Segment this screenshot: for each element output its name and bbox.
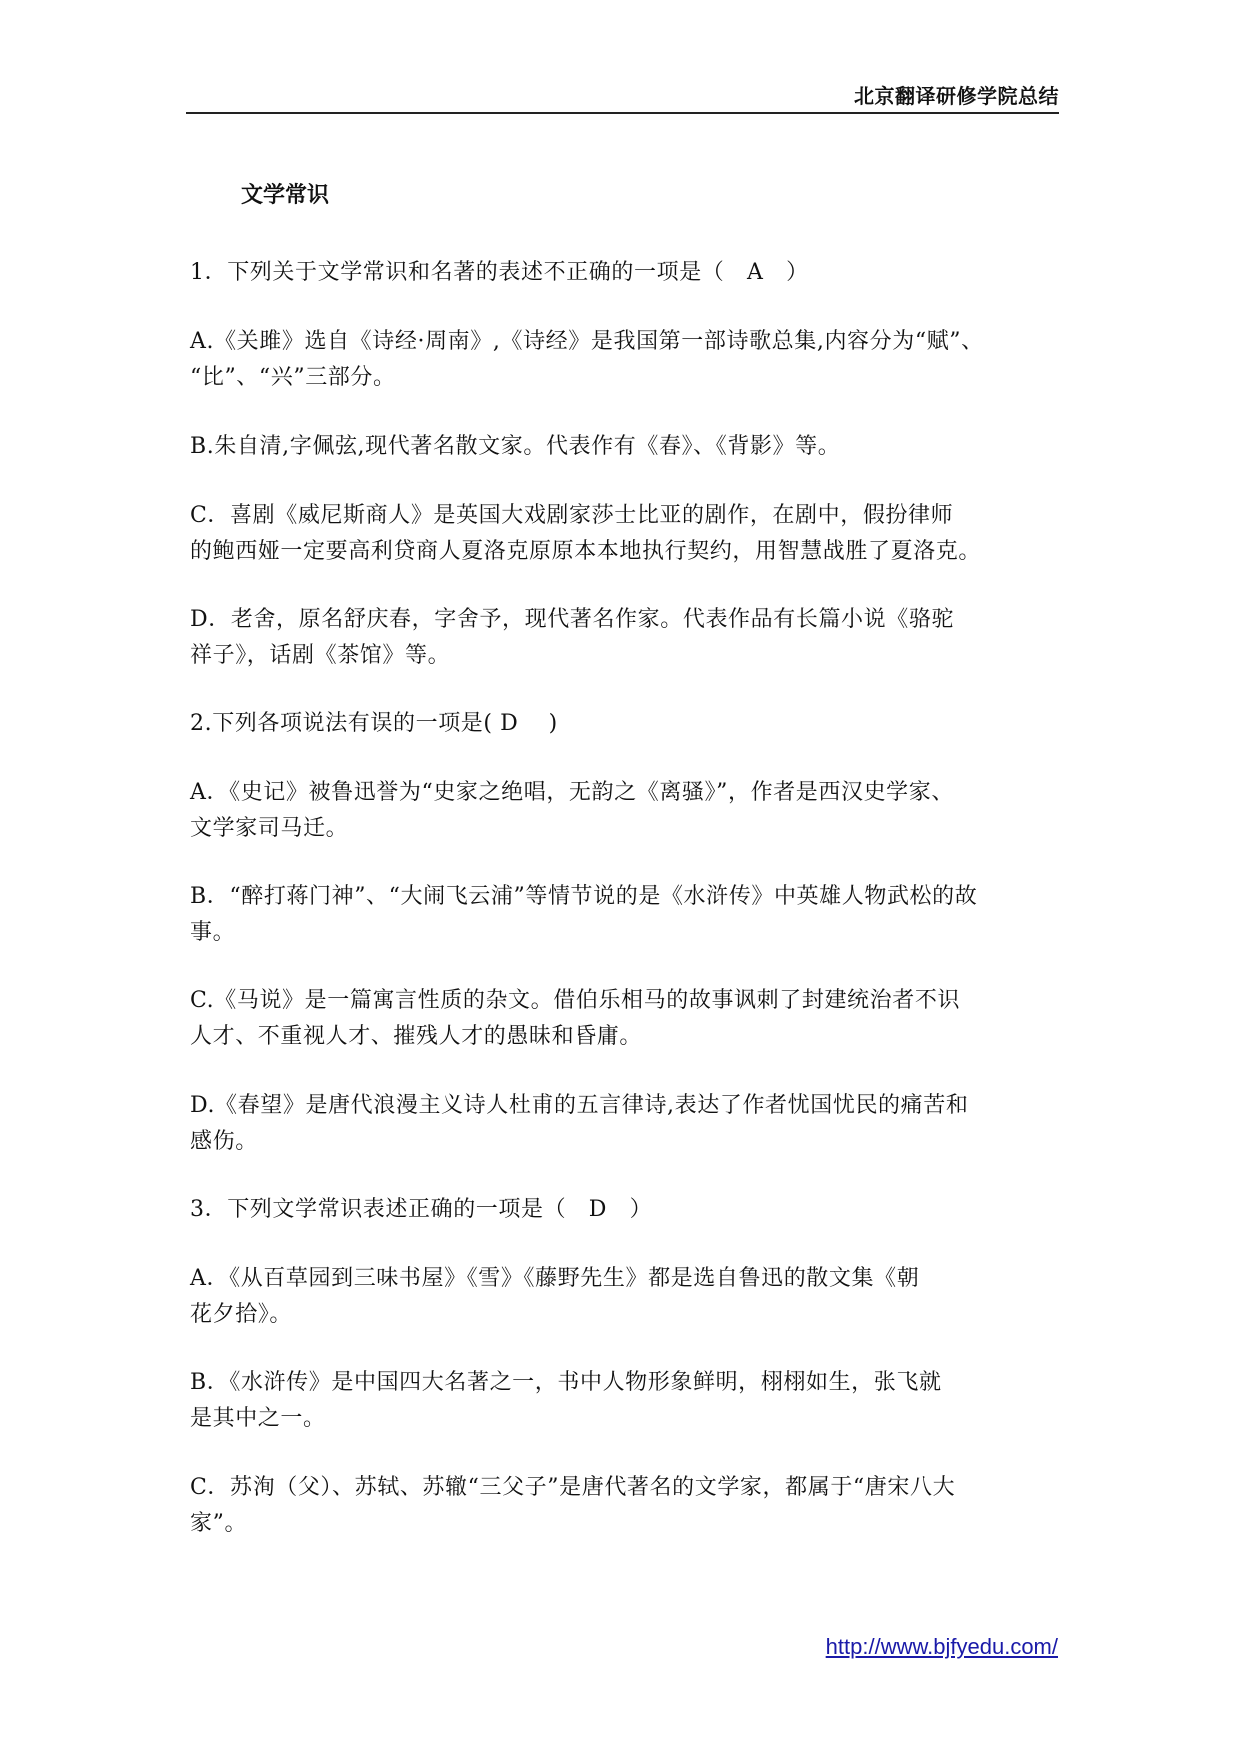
question-3-option-b-line-2: 是其中之一。	[190, 1406, 326, 1431]
header-title: 北京翻译研修学院总结	[854, 84, 1059, 108]
question-2-option-b-line-2: 事。	[190, 920, 236, 945]
question-1-option-a-line-1: A.《关雎》选自《诗经·周南》,《诗经》是我国第一部诗歌总集,内容分为“赋”、	[190, 329, 984, 354]
question-3-option-a-line-2: 花夕拾》。	[190, 1302, 293, 1327]
section-title: 文学常识	[241, 182, 330, 208]
question-2-option-a-line-2: 文学家司马迁。	[190, 816, 349, 841]
question-1-option-c-line-1: C．喜剧《威尼斯商人》是英国大戏剧家莎士比亚的剧作，在剧中，假扮律师	[190, 503, 954, 528]
question-2-option-c-line-2: 人才、不重视人才、摧残人才的愚昧和昏庸。	[190, 1024, 643, 1049]
header-divider	[186, 112, 1059, 114]
question-3-option-b-line-1: B．《水浒传》是中国四大名著之一，书中人物形象鲜明，栩栩如生，张飞就	[190, 1370, 942, 1395]
question-1-option-b: B.朱自清,字佩弦,现代著名散文家。代表作有《春》、《背影》等。	[190, 434, 841, 459]
question-1-option-a-line-2: “比”、“兴”三部分。	[190, 365, 396, 390]
question-2-stem: 2.下列各项说法有误的一项是( D )	[190, 711, 558, 736]
question-1-option-c-line-2: 的鲍西娅一定要高利贷商人夏洛克原原本本地执行契约，用智慧战胜了夏洛克。	[190, 539, 982, 564]
question-2-option-c-line-1: C.《马说》是一篇寓言性质的杂文。借伯乐相马的故事讽刺了封建统治者不识	[190, 988, 961, 1013]
question-3-option-c-line-1: C．苏洵（父）、苏轼、苏辙“三父子”是唐代著名的文学家，都属于“唐宋八大	[190, 1475, 956, 1500]
question-3-option-c-line-2: 家”。	[190, 1511, 248, 1536]
question-3-stem: 3．下列文学常识表述正确的一项是（ D ）	[190, 1197, 653, 1222]
question-1-stem: 1．下列关于文学常识和名著的表述不正确的一项是（ A ）	[190, 260, 809, 285]
question-2-option-d-line-2: 感伤。	[190, 1129, 258, 1154]
question-2-option-a-line-1: A．《史记》被鲁迅誉为“史家之绝唱，无韵之《离骚》”，作者是西汉史学家、	[190, 780, 954, 805]
question-1-option-d-line-1: D．老舍，原名舒庆春，字舍予，现代著名作家。代表作品有长篇小说《骆驼	[190, 607, 955, 632]
question-3-option-a-line-1: A．《从百草园到三味书屋》《雪》《藤野先生》都是选自鲁迅的散文集《朝	[190, 1266, 920, 1291]
question-1-option-d-line-2: 祥子》，话剧《茶馆》等。	[190, 643, 451, 668]
question-2-option-d-line-1: D.《春望》是唐代浪漫主义诗人杜甫的五言律诗,表达了作者忧国忧民的痛苦和	[190, 1093, 969, 1118]
footer-website-link[interactable]: http://www.bjfyedu.com/	[825, 1634, 1058, 1659]
question-2-option-b-line-1: B．“醉打蒋门神”、“大闹飞云浦”等情节说的是《水浒传》中英雄人物武松的故	[190, 884, 978, 909]
